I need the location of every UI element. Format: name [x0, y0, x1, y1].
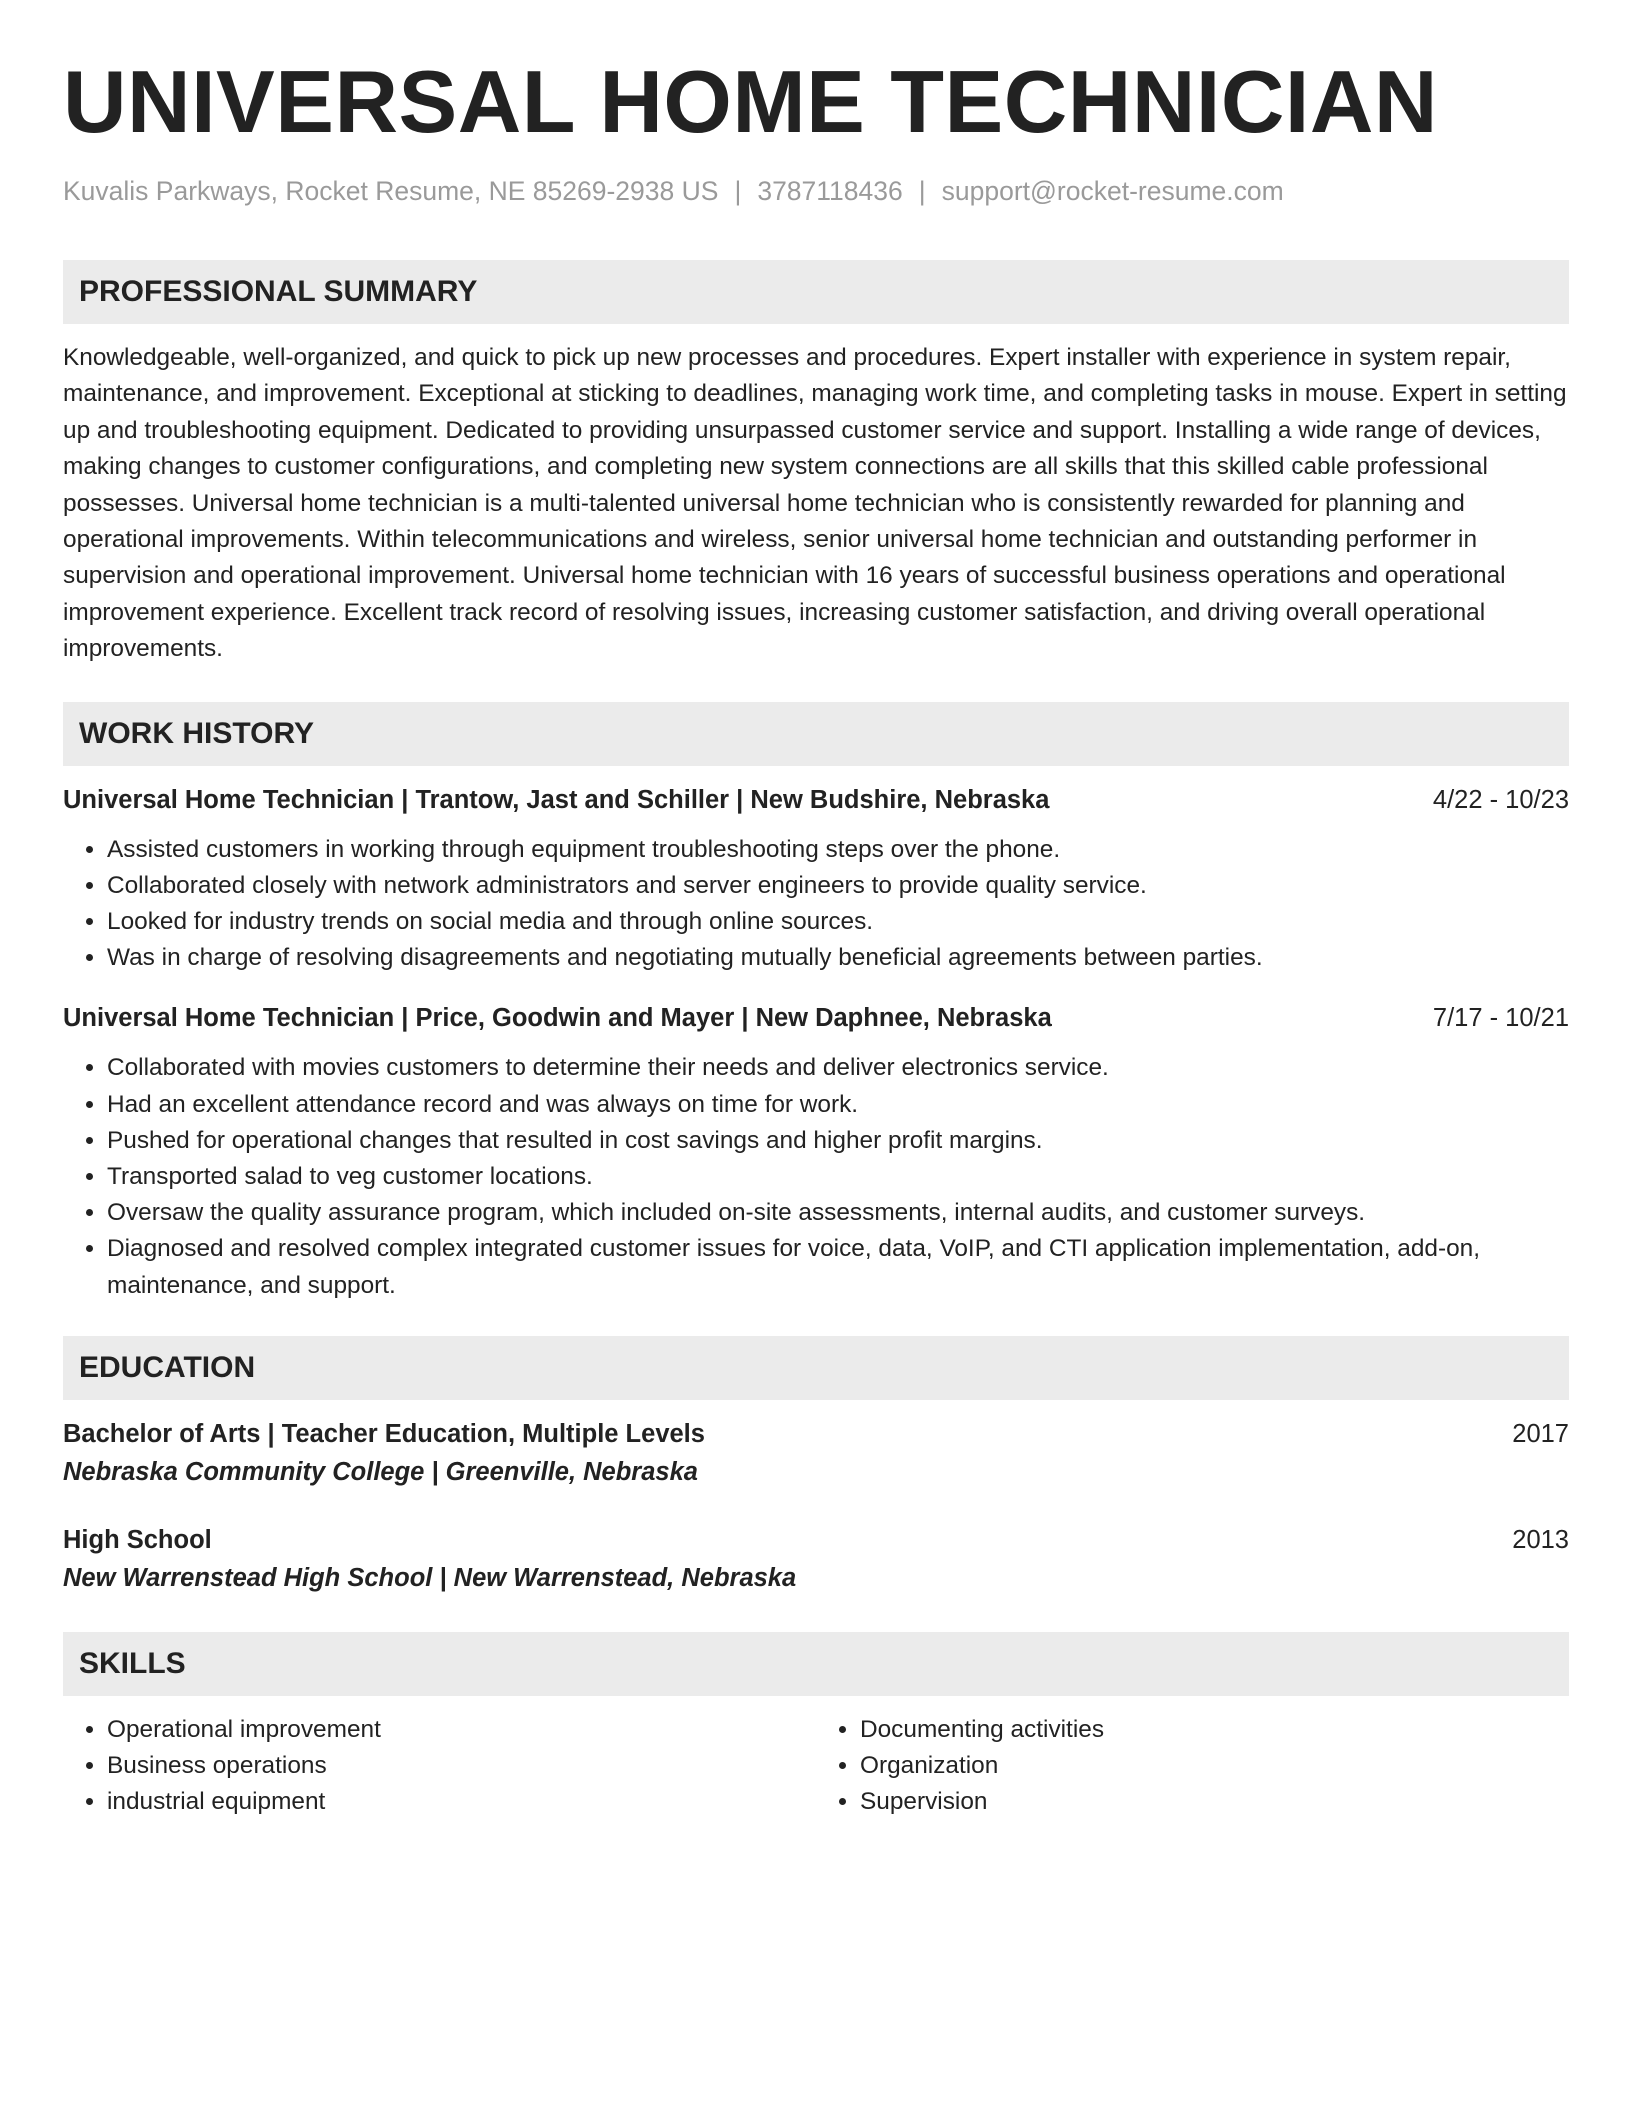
education-row [63, 1416, 1569, 1452]
skills-column-right [816, 1712, 1569, 1820]
section-header-skills: SKILLS [63, 1632, 1569, 1696]
job-title-row [63, 782, 1569, 818]
job-entry [63, 1000, 1569, 1303]
job-bullet: • Was in charge of resolving disagreements and negotiating mutually beneficial agreements between parties. [107, 940, 1569, 976]
skills-grid [63, 1712, 1569, 1820]
job-bullets [63, 1050, 1569, 1303]
job-dates: 4/22 - 10/23 [1432, 785, 1569, 814]
job-title: Universal Home Technician | Trantow, Jast and Schiller | New Budshire, Nebraska [63, 785, 1050, 814]
education-year: 2017 [1512, 1419, 1569, 1448]
job-bullet: • Oversaw the quality assurance program, which included on-site assessments, internal audits, and customer surveys. [107, 1195, 1569, 1231]
skill-item: • Supervision [860, 1784, 1569, 1820]
skill-item: • industrial equipment [107, 1784, 816, 1820]
job-title: Universal Home Technician | Price, Goodwin and Mayer | New Daphnee, Nebraska [63, 1004, 1052, 1033]
education-school: New Warrenstead High School | New Warrenstead, Nebraska [63, 1563, 797, 1592]
education-degree: High School [63, 1525, 212, 1554]
skill-item: • Organization [860, 1748, 1569, 1784]
education-entry [63, 1416, 1569, 1492]
job-entry [63, 782, 1569, 977]
section-header-work-history: WORK HISTORY [63, 702, 1569, 766]
job-bullet: • Assisted customers in working through equipment troubleshooting steps over the phone. [107, 832, 1569, 868]
job-bullet: • Transported salad to veg customer locations. [107, 1159, 1569, 1195]
education-entry [63, 1522, 1569, 1598]
job-dates: 7/17 - 10/21 [1432, 1004, 1569, 1033]
job-bullet: • Looked for industry trends on social media and through online sources. [107, 904, 1569, 940]
summary-text: Knowledgeable, well-organized, and quick to pick up new processes and procedures. Expert installer with experience in system repair, maintenance, and improvement. Exceptional at sticking to deadlines, managing work time, and completing tasks in mouse. Expert in setting up and troubleshooting equipment. Dedicated to providing unsurpassed customer service and support. Installing a wide range of devices, making changes to customer configurations, and completing new system connections are all skills that this skilled cable professional possesses. Universal home technician is a multi-talented universal home technician who is consistently rewarded for planning and operational improvements. Within telecommunications and wireless, senior universal home technician and outstanding performer in supervision and operational improvement. Universal home technician with 16 years of successful business operations and operational improvement experience. Excellent track record of resolving issues, increasing customer satisfaction, and driving overall operational improvements. [63, 344, 1567, 663]
skill-item: • Documenting activities [860, 1712, 1569, 1748]
skills-column-left [63, 1712, 816, 1820]
job-bullet: • Pushed for operational changes that resulted in cost savings and higher profit margins. [107, 1123, 1569, 1159]
education-year: 2013 [1512, 1525, 1569, 1554]
job-bullet: • Collaborated closely with network administrators and server engineers to provide quality service. [107, 868, 1569, 904]
job-bullets [63, 832, 1569, 977]
contact-separator: | [918, 176, 926, 206]
resume-name: UNIVERSAL HOME TECHNICIAN [63, 52, 1438, 151]
education-degree: Bachelor of Arts | Teacher Education, Multiple Levels [63, 1419, 705, 1448]
section-header-education: EDUCATION [63, 1336, 1569, 1400]
section-header-summary: PROFESSIONAL SUMMARY [63, 260, 1569, 324]
job-bullet: • Had an excellent attendance record and was always on time for work. [107, 1087, 1569, 1123]
contact-email: support@rocket-resume.com [941, 176, 1284, 206]
job-bullet: • Collaborated with movies customers to determine their needs and deliver electronics service. [107, 1050, 1569, 1086]
contact-line [63, 174, 1569, 208]
education-row [63, 1522, 1569, 1558]
job-bullet: • Diagnosed and resolved complex integrated customer issues for voice, data, VoIP, and CTI application implementation, add-on, maintenance, and support. [107, 1231, 1569, 1303]
contact-separator: | [734, 176, 742, 206]
skill-item: • Operational improvement [107, 1712, 816, 1748]
contact-address: Kuvalis Parkways, Rocket Resume, NE 85269-2938 US [63, 176, 719, 206]
education-school: Nebraska Community College | Greenville, Nebraska [63, 1457, 698, 1486]
skill-item: • Business operations [107, 1748, 816, 1784]
contact-phone: 3787118436 [757, 176, 903, 206]
job-title-row [63, 1000, 1569, 1036]
